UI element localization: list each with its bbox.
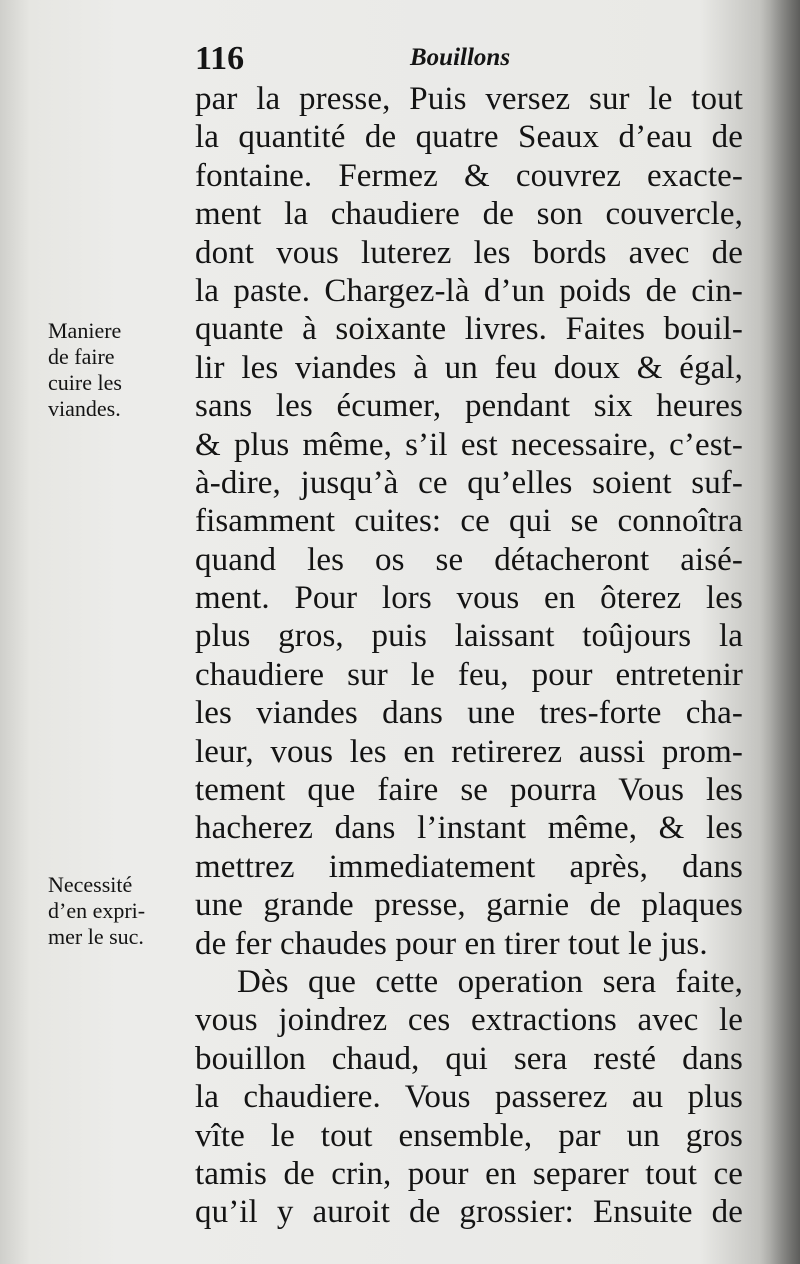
text-line: ment la chaudiere de son couvercle, — [195, 196, 743, 233]
running-head: Bouillons — [410, 44, 511, 71]
text-line: Dès que cette operation sera faite, — [237, 963, 743, 1000]
text-line: une grande presse, garnie de plaques — [195, 887, 743, 924]
text-line: mettrez immediatement après, dans — [195, 848, 743, 885]
text-line: tamis de crin, pour en separer tout ce — [195, 1155, 743, 1192]
margin-note-line: Necessité — [48, 872, 133, 897]
text-line: quante à soixante livres. Faites bouil- — [195, 311, 743, 348]
margin-note-cooking — [48, 318, 178, 422]
text-line: chaudiere sur le feu, pour entretenir — [195, 656, 743, 693]
text-line: fisamment cuites: ce qui se connoîtra — [195, 503, 743, 540]
text-line: dont vous luterez les bords avec de — [195, 234, 743, 271]
margin-note-line: de faire — [48, 344, 115, 369]
text-line: ment. Pour lors vous en ôterez les — [195, 580, 743, 617]
text-line: sans les écumer, pendant six heures — [195, 388, 743, 425]
text-line: qu’il y auroit de grossier: Ensuite de — [195, 1194, 743, 1231]
page-edge-shadow — [760, 0, 800, 1264]
text-line: à-dire, jusqu’à ce qu’elles soient suf- — [195, 464, 743, 501]
text-line: leur, vous les en retirerez aussi prom- — [195, 733, 743, 770]
text-line: tement que faire se pourra Vous les — [195, 772, 743, 809]
text-line: de fer chaudes pour en tirer tout le jus. — [195, 925, 708, 962]
text-line: les viandes dans une tres-forte cha- — [195, 695, 743, 732]
margin-note-line: cuire les — [48, 370, 122, 395]
text-line: quand les os se détacheront aisé- — [195, 541, 743, 578]
margin-note-juice — [48, 872, 178, 950]
text-line: plus gros, puis laissant toûjours la — [195, 618, 743, 655]
text-line: bouillon chaud, qui sera resté dans — [195, 1040, 743, 1077]
margin-note-line: mer le suc. — [48, 924, 144, 949]
text-line: vîte le tout ensemble, par un gros — [195, 1117, 743, 1154]
text-line: & plus même, s’il est necessaire, c’est- — [195, 426, 743, 463]
text-line: lir les viandes à un feu doux & égal, — [195, 349, 743, 386]
text-line: hacherez dans l’instant même, & les — [195, 810, 743, 847]
text-line: vous joindrez ces extractions avec le — [195, 1002, 743, 1039]
text-line: la chaudiere. Vous passerez au plus — [195, 1079, 743, 1116]
margin-note-line: Maniere — [48, 318, 122, 343]
text-line: fontaine. Fermez & couvrez exacte- — [195, 157, 743, 194]
text-line: par la presse, Puis versez sur le tout — [195, 81, 743, 117]
margin-note-line: d’en expri- — [48, 898, 146, 923]
page-header — [195, 40, 750, 80]
body-text — [195, 80, 743, 1232]
margin-note-line: viandes. — [48, 396, 121, 421]
text-line: la quantité de quatre Seaux d’eau de — [195, 119, 743, 156]
page-number: 116 — [195, 40, 245, 77]
text-line: la paste. Chargez-là d’un poids de cin- — [195, 272, 743, 309]
